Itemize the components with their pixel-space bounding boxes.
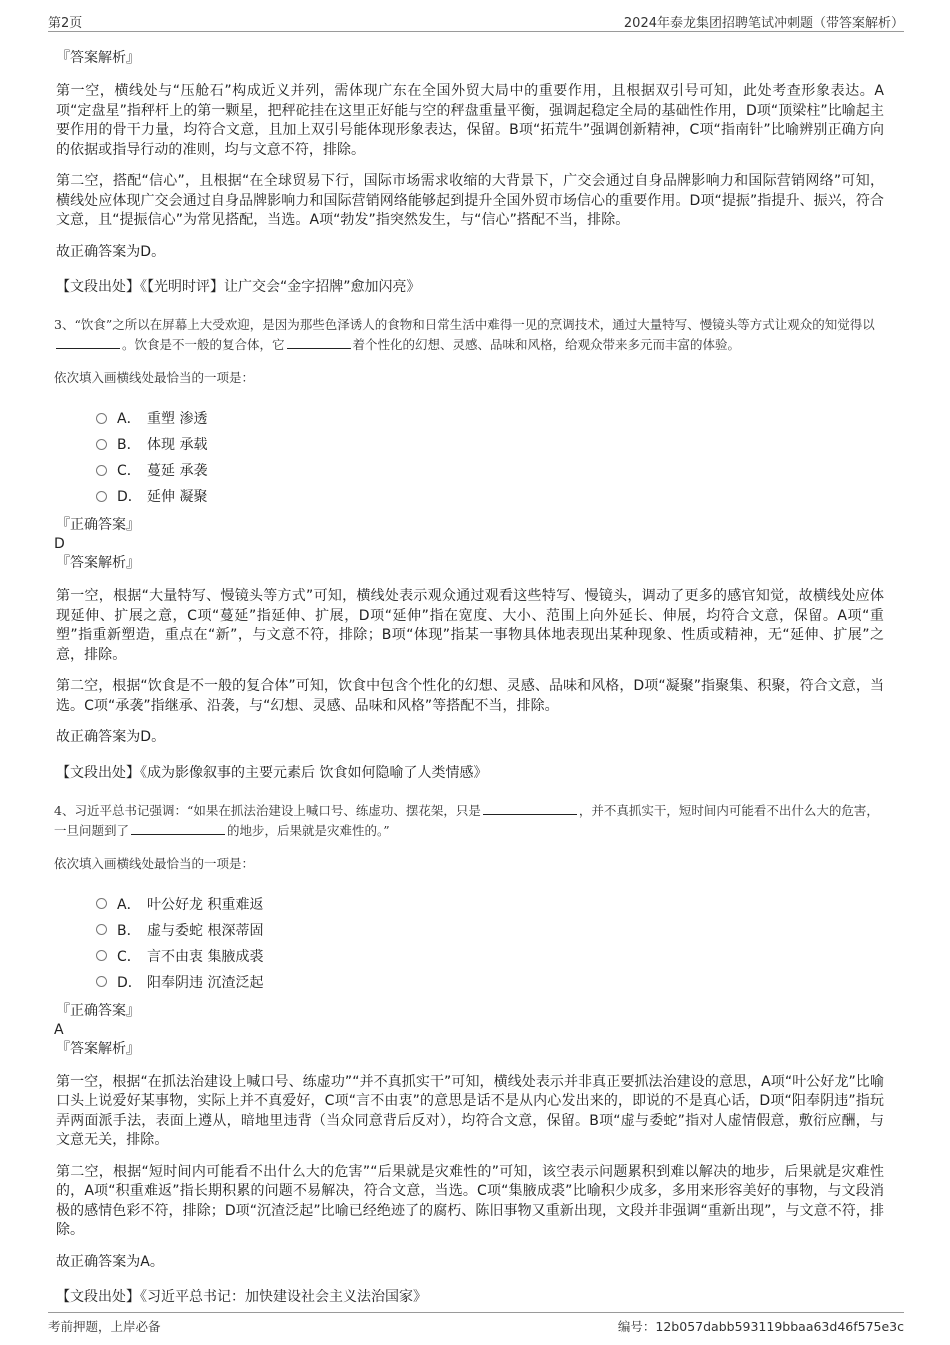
source-prefix: 【文段出处】 (56, 1289, 140, 1305)
document-title: 2024年泰龙集团招聘笔试冲刺题（带答案解析） (623, 16, 904, 31)
analysis-conclusion: 故正确答案为A。 (56, 1253, 164, 1270)
blank-line (131, 822, 225, 835)
question-stem (54, 801, 884, 841)
blank-line (287, 336, 351, 349)
option-b[interactable] (96, 431, 884, 457)
option-d[interactable] (96, 969, 884, 995)
question-text: ，并不真抓实干，短时间内可能看不出什么大的危害，一旦问题到了 (54, 802, 879, 838)
option-text: 虚与委蛇 根深蒂固 (147, 922, 264, 939)
option-c[interactable] (96, 457, 884, 483)
correct-answer: A (54, 1021, 64, 1038)
option-letter: B． (117, 922, 141, 939)
source-line (56, 1288, 884, 1307)
question-text: 着个性化的幻想、灵感、品味和风格，给观众带来多元而丰富的体验。 (352, 337, 741, 352)
source-line (56, 278, 884, 297)
correct-answer-label: 『正确答案』 (56, 517, 140, 533)
option-a[interactable] (96, 405, 884, 431)
option-c[interactable] (96, 943, 884, 969)
main-content (56, 48, 884, 1307)
blank-line (56, 336, 120, 349)
question-text: 。饮食是不一般的复合体，它 (122, 337, 285, 352)
source-line (56, 764, 884, 783)
option-letter: B． (117, 437, 141, 453)
option-list (96, 891, 884, 995)
source-prefix: 【文段出处】 (56, 279, 140, 295)
correct-answer: D (54, 536, 65, 552)
analysis-paragraph: 第二空，根据“饮食是不一般的复合体”可知，饮食中包含个性化的幻想、灵感、品味和风格，D项“凝聚”指聚集、积聚，符合文意，当选。C项“承袭”指继承、沿袭，与“幻想、灵感、品味和风格”等搭配不当，排除。 (56, 678, 884, 714)
option-letter: C． (117, 948, 141, 965)
option-text: 延伸 凝聚 (147, 489, 208, 505)
radio-icon[interactable] (96, 413, 107, 424)
option-d[interactable] (96, 483, 884, 509)
question-text: 4、习近平总书记强调：“如果在抓法治建设上喊口号、练虚功、摆花架，只是 (54, 802, 481, 818)
blank-line (483, 802, 577, 815)
question-text: 的地步，后果就是灾难性的。” (227, 822, 390, 838)
option-text: 叶公好龙 积重难返 (147, 896, 264, 913)
analysis-conclusion: 故正确答案为D。 (56, 729, 166, 745)
footer-slogan: 考前押题，上岸必备 (48, 1319, 161, 1334)
analysis-label: 『答案解析』 (56, 555, 140, 571)
option-letter: C． (117, 463, 141, 479)
source-title: 《成为影像叙事的主要元素后 饮食如何隐喻了人类情感》 (140, 764, 488, 781)
question-stem (54, 315, 884, 355)
radio-icon[interactable] (96, 439, 107, 450)
option-text: 重塑 渗透 (147, 411, 208, 427)
analysis-conclusion: 故正确答案为D。 (56, 243, 166, 260)
radio-icon[interactable] (96, 924, 107, 935)
radio-icon[interactable] (96, 976, 107, 987)
analysis-paragraph: 第二空，搭配“信心”，且根据“在全球贸易下行，国际市场需求收缩的大背景下，广交会通过自身品牌影响力和国际营销网络”可知，横线处应体现广交会通过自身品牌影响力和国际营销网络能够起到提升全国外贸市场信心的重要作用。D项“提振”指提升、振兴，符合文意，且“提振信心”为常见搭配，当选。A项“勃发”指突然发生，与“信心”搭配不当，排除。 (56, 173, 884, 228)
option-letter: D． (117, 974, 142, 991)
option-list (96, 405, 884, 509)
analysis-paragraph: 第二空，根据“短时间内可能看不出什么大的危害”“后果就是灾难性的”可知，该空表示问题累积到难以解决的地步，后果就是灾难性的，A项“积重难返”指长期积累的问题不易解决，符合文意，当选。C项“集腋成裘”比喻积少成多，多用来形容美好的事物，与文段消极的感情色彩不符，排除；D项“沉渣泛起”比喻已经绝迹了的腐朽、陈旧事物又重新出现，文段并非强调“重新出现”，与文意不符，排除。 (56, 1163, 884, 1238)
analysis-label: 『答案解析』 (56, 1040, 140, 1057)
option-text: 言不由衷 集腋成裘 (147, 948, 264, 965)
analysis-paragraph: 第一空，横线处与“压舱石”构成近义并列，需体现广东在全国外贸大局中的重要作用，且根据双引号可知，此处考查形象表达。A项“定盘星”指秤杆上的第一颗星，把秤砣挂在这里正好能与空的秤盘重量平衡，强调起稳定全局的基础性作用，D项“顶梁柱”比喻起主要作用的骨干力量，均符合文意，且加上双引号能体现形象表达，保留。B项“拓荒牛”强调创新精神，C项“指南针”比喻辨别正确方向的依据或指导行动的准则，均与文意不符，排除。 (56, 83, 884, 158)
source-title: 《【光明时评】让广交会“金字招牌”愈加闪亮》 (140, 279, 421, 295)
question-instruction: 依次填入画横线处最恰当的一项是： (54, 855, 255, 871)
option-letter: A． (117, 411, 141, 427)
option-text: 体现 承载 (147, 437, 208, 453)
page-footer (48, 1312, 904, 1337)
option-letter: D． (117, 489, 142, 505)
question-instruction: 依次填入画横线处最恰当的一项是： (54, 370, 255, 385)
option-b[interactable] (96, 917, 884, 943)
source-prefix: 【文段出处】 (56, 764, 140, 781)
option-text: 阳奉阴违 沉渣泛起 (147, 974, 264, 991)
option-a[interactable] (96, 891, 884, 917)
correct-answer-label: 『正确答案』 (56, 1002, 140, 1019)
analysis-label: 『答案解析』 (56, 50, 140, 66)
document-code: 编号：12b057dabb593119bbaa63d46f575e3c (617, 1319, 904, 1334)
analysis-paragraph: 第一空，根据“大量特写、慢镜头等方式”可知，横线处表示观众通过观看这些特写、慢镜头，调动了更多的感官知觉，故横线处应体现延伸、扩展之意，C项“蔓延”指延伸、扩展，D项“延伸”指在宽度、大小、范围上向外延长、伸展，均符合文意，保留。A项“重塑”指重新塑造，重点在“新”，与文意不符，排除；B项“体现”指某一事物具体地表现出某种现象、性质或精神，无“延伸、扩展”之意，排除。 (56, 588, 884, 663)
question-text: 3、“饮食”之所以在屏幕上大受欢迎，是因为那些色泽诱人的食物和日常生活中难得一见的烹调技术，通过大量特写、慢镜头等方式让观众的知觉得以 (54, 317, 875, 332)
source-title: 《习近平总书记：加快建设社会主义法治国家》 (140, 1289, 427, 1305)
option-text: 蔓延 承袭 (147, 463, 208, 479)
radio-icon[interactable] (96, 465, 107, 476)
radio-icon[interactable] (96, 491, 107, 502)
option-letter: A． (117, 896, 141, 913)
radio-icon[interactable] (96, 898, 107, 909)
analysis-paragraph: 第一空，根据“在抓法治建设上喊口号、练虚功”“并不真抓实干”可知，横线处表示并非真正要抓法治建设的意思，A项“叶公好龙”比喻口头上说爱好某事物，实际上并不真爱好，C项“言不由衷”的意思是话不是从内心发出来的，即说的不是真心话，D项“阳奉阴违”指玩弄两面派手法，表面上遵从，暗地里违背（当众同意背后反对），均符合文意，保留。B项“虚与委蛇”指对人虚情假意，敷衍应酬，与文意无关，排除。 (56, 1073, 884, 1148)
page-header (48, 9, 904, 32)
page-number: 第2页 (48, 16, 83, 31)
radio-icon[interactable] (96, 950, 107, 961)
